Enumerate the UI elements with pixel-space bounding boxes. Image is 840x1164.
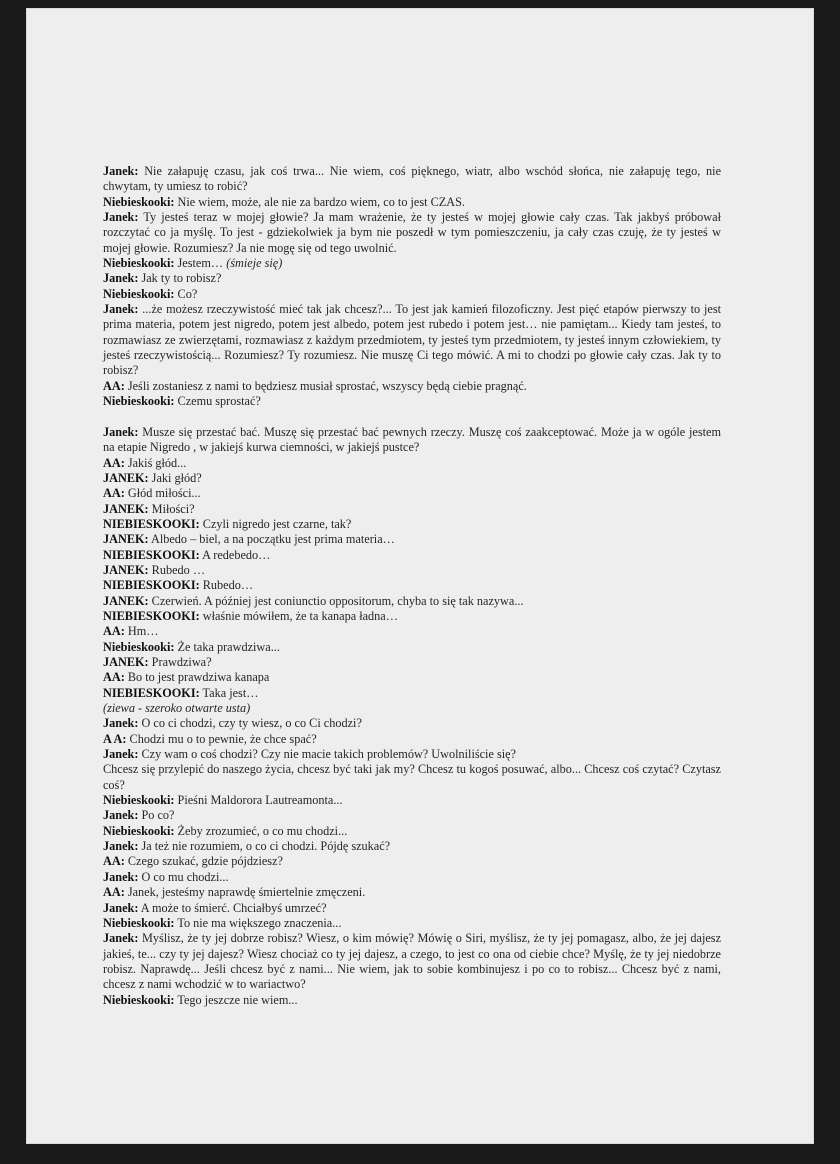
spoken-text: Hm… — [127, 624, 159, 639]
spoken-text: Ty jesteś teraz w mojej głowie? Ja mam wrażenie, że ty jesteś w mojej głowie cały czas. Tak jakbyś próbował rozczytać co ja myślę. To jest - gdziekolwiek ja bym nie poszedł w tym pomieszczeniu, ja cały czas czuję, że ty jesteś w mojej głowie. Rozumiesz? Ja nie mogę się od tego uwolnić. — [103, 210, 721, 255]
dialogue-line — [103, 502, 721, 517]
dialogue-line — [103, 256, 721, 271]
spoken-text: Musze się przestać bać. Muszę się przestać bać pewnych rzeczy. Muszę coś zaakceptować. Może ja w ogóle jestem na etapie Nigredo , w jakiejś kurwa ciemności, w jakiejś pustce? — [103, 424, 721, 455]
dialogue-line — [103, 486, 721, 501]
dialogue-line — [103, 287, 721, 302]
spoken-text: Nie wiem, może, ale nie za bardzo wiem, co to jest CZAS. — [177, 194, 465, 209]
speaker-name: Janek: — [103, 210, 139, 225]
dialogue-line — [103, 302, 721, 379]
speaker-name: Janek: — [103, 271, 139, 286]
spoken-text: Tego jeszcze nie wiem... — [177, 992, 298, 1007]
speaker-name: AA: — [103, 854, 125, 869]
dialogue-line — [103, 793, 721, 808]
dialogue-line — [103, 901, 721, 916]
spoken-text: Bo to jest prawdziwa kanapa — [127, 670, 270, 685]
speaker-name: NIEBIESKOOKI: — [103, 608, 200, 623]
spoken-text: Albedo – biel, a na początku jest prima materia… — [151, 532, 395, 547]
speaker-name: Niebieskooki: — [103, 394, 175, 409]
speaker-name: JANEK: — [103, 532, 149, 547]
dialogue-line — [103, 701, 721, 716]
stage-direction: (śmieje się) — [226, 256, 283, 271]
dialogue-line — [103, 870, 721, 885]
dialogue-line — [103, 670, 721, 685]
speaker-name: Janek: — [103, 808, 139, 823]
speaker-name: Niebieskooki: — [103, 793, 175, 808]
spoken-text: ...że możesz rzeczywistość mieć tak jak chcesz?... To jest jak kamień filozoficzny. Jest pięć etapów pierwszy to jest prima materia, potem jest nigredo, potem jest albedo, potem jest rubedo i potem jest… nie pamiętam... Kiedy tam jesteś, to rozmawiasz ze zwierzętami, rozmawiasz z każdym przedmiotem, ty jesteś tym przedmiotem, ty jesteś innym człowiekiem, ty jesteś rzeczywistością... Rozumiesz? Ty rozumiesz. Nie muszę Ci tego mówić. A mi to chodzi po głowie cały czas. Jak ty to robisz? — [103, 302, 721, 378]
paragraph-gap — [103, 410, 721, 425]
spoken-text: Jakiś głód... — [127, 455, 187, 470]
spoken-text: Po co? — [141, 808, 175, 823]
speaker-name: AA: — [103, 378, 125, 393]
speaker-name: JANEK: — [103, 655, 149, 669]
spoken-text: Nie załapuję czasu, jak coś trwa... Nie wiem, coś pięknego, wiatr, albo wschód słońca, nie załapuję tego, nie chwytam, ty umiesz to robić? — [103, 164, 722, 194]
spoken-text: właśnie mówiłem, że ta kanapa ładna… — [202, 608, 398, 623]
speaker-name: JANEK: — [103, 501, 149, 516]
dialogue-line — [103, 686, 721, 701]
speaker-name: Niebieskooki: — [103, 256, 175, 271]
dialogue-line — [103, 747, 721, 762]
speaker-name: Niebieskooki: — [103, 286, 175, 301]
dialogue-line — [103, 993, 721, 1008]
dialogue-line — [103, 732, 721, 747]
spoken-text: Czyli nigredo jest czarne, tak? — [202, 516, 352, 531]
dialogue-line — [103, 578, 721, 593]
dialogue-line — [103, 854, 721, 869]
spoken-text: Myślisz, że ty jej dobrze robisz? Wiesz, o kim mówię? Mówię o Siri, myślisz, że ty jej pomagasz, albo, że jej dajesz jakieś, te... czy ty jej dajesz? Wiesz chociaż co ty jej dajesz, a czego, to jest co ona od ciebie chce? Myślę, że ty jej niedobrze robisz. Naprawdę... Jeśli chcesz być z nami... Nie wiem, jak to sobie kombinujesz i po co to robisz... Chcesz być z nami, chcesz z nami wchodzić w to wariactwo? — [103, 931, 722, 992]
spoken-text: Czemu sprostać? — [177, 394, 261, 409]
spoken-text: Rubedo … — [151, 562, 206, 577]
dialogue-line — [103, 548, 721, 563]
spoken-text: Janek, jesteśmy naprawdę śmiertelnie zmęczeni. — [127, 885, 366, 900]
speaker-name: AA: — [103, 624, 125, 639]
spoken-text: Chcesz się przylepić do naszego życia, chcesz być taki jak my? Chcesz tu kogoś posuwać, albo... Chcesz coś czytać? Czytasz coś? — [103, 762, 721, 792]
dialogue-line — [103, 931, 721, 992]
speaker-name: NIEBIESKOOKI: — [103, 516, 200, 531]
dialogue-line — [103, 195, 721, 210]
spoken-text: O co mu chodzi... — [141, 869, 229, 884]
speaker-name: JANEK: — [103, 470, 149, 485]
spoken-text: Jaki głód? — [151, 470, 202, 485]
spoken-text: Prawdziwa? — [151, 655, 212, 669]
speaker-name: JANEK: — [103, 593, 149, 608]
spoken-text: A redebedo… — [202, 547, 271, 562]
speaker-name: AA: — [103, 885, 125, 900]
spoken-text: Czego szukać, gdzie pójdziesz? — [127, 854, 283, 869]
speaker-name: NIEBIESKOOKI: — [103, 547, 200, 562]
dialogue-line — [103, 824, 721, 839]
speaker-name: Niebieskooki: — [103, 823, 175, 838]
spoken-text: A może to śmierć. Chciałbyś umrzeć? — [140, 900, 327, 915]
dialogue-line — [103, 808, 721, 823]
dialogue-line — [103, 609, 721, 624]
speaker-name: Janek: — [103, 747, 139, 762]
dialogue-line — [103, 394, 721, 409]
speaker-name: AA: — [103, 670, 125, 685]
dialogue-line — [103, 624, 721, 639]
dialogue-line — [103, 164, 721, 195]
dialogue-line — [103, 885, 721, 900]
speaker-name: Janek: — [103, 869, 139, 884]
speaker-name: NIEBIESKOOKI: — [103, 578, 200, 593]
dialogue-line — [103, 563, 721, 578]
spoken-text: Co? — [177, 286, 198, 301]
spoken-text: Głód miłości... — [127, 486, 201, 501]
speaker-name: AA: — [103, 455, 125, 470]
spoken-text: Ja też nie rozumiem, o co ci chodzi. Pójdę szukać? — [141, 839, 391, 854]
spoken-text: Jeśli zostaniesz z nami to będziesz musiał sprostać, wszyscy będą ciebie pragnąć. — [127, 378, 527, 393]
speaker-name: Niebieskooki: — [103, 639, 175, 654]
spoken-text: Rubedo… — [202, 578, 254, 593]
dialogue-line — [103, 716, 721, 731]
dialogue-line — [103, 271, 721, 286]
dialogue-line — [103, 425, 721, 456]
dialogue-line — [103, 839, 721, 854]
speaker-name: Janek: — [103, 302, 139, 317]
dialogue-line — [103, 640, 721, 655]
dialogue-line — [103, 532, 721, 547]
speaker-name: NIEBIESKOOKI: — [103, 685, 200, 700]
speaker-name: Janek: — [103, 839, 139, 854]
spoken-text: O co ci chodzi, czy ty wiesz, o co Ci chodzi? — [141, 716, 362, 731]
speaker-name: Janek: — [103, 900, 139, 915]
spoken-text: Chodzi mu o to pewnie, że chce spać? — [129, 731, 317, 746]
spoken-text: Czy wam o coś chodzi? Czy nie macie takich problemów? Uwolniliście się? — [141, 747, 516, 762]
dialogue-line — [103, 762, 721, 793]
spoken-text: Że taka prawdziwa... — [177, 639, 280, 654]
spoken-text: Jestem… — [177, 256, 224, 271]
speaker-name: Niebieskooki: — [103, 992, 175, 1007]
spoken-text: To nie ma większego znaczenia... — [177, 915, 342, 930]
dialogue-line — [103, 594, 721, 609]
speaker-name: Janek: — [103, 716, 139, 731]
speaker-name: AA: — [103, 486, 125, 501]
speaker-name: Niebieskooki: — [103, 194, 175, 209]
stage-direction: (ziewa - szeroko otwarte usta) — [103, 701, 251, 716]
dialogue-line — [103, 379, 721, 394]
dialogue-text — [103, 164, 721, 1008]
dialogue-line — [103, 655, 721, 670]
speaker-name: Janek: — [103, 931, 139, 946]
spoken-text: Taka jest… — [202, 685, 259, 700]
spoken-text: Żeby zrozumieć, o co mu chodzi... — [177, 823, 348, 838]
speaker-name: JANEK: — [103, 562, 149, 577]
speaker-name: Janek: — [103, 164, 139, 178]
speaker-name: Niebieskooki: — [103, 915, 175, 930]
speaker-name: A A: — [103, 731, 127, 746]
dialogue-line — [103, 471, 721, 486]
spoken-text: Jak ty to robisz? — [141, 271, 222, 286]
dialogue-line — [103, 517, 721, 532]
dialogue-line — [103, 916, 721, 931]
spoken-text: Czerwień. A później jest coniunctio oppositorum, chyba to się tak nazywa... — [151, 593, 524, 608]
dialogue-line — [103, 210, 721, 256]
speaker-name: Janek: — [103, 424, 139, 439]
dialogue-line — [103, 456, 721, 471]
spoken-text: Miłości? — [151, 501, 195, 516]
spoken-text: Pieśni Maldorora Lautreamonta... — [177, 793, 343, 808]
